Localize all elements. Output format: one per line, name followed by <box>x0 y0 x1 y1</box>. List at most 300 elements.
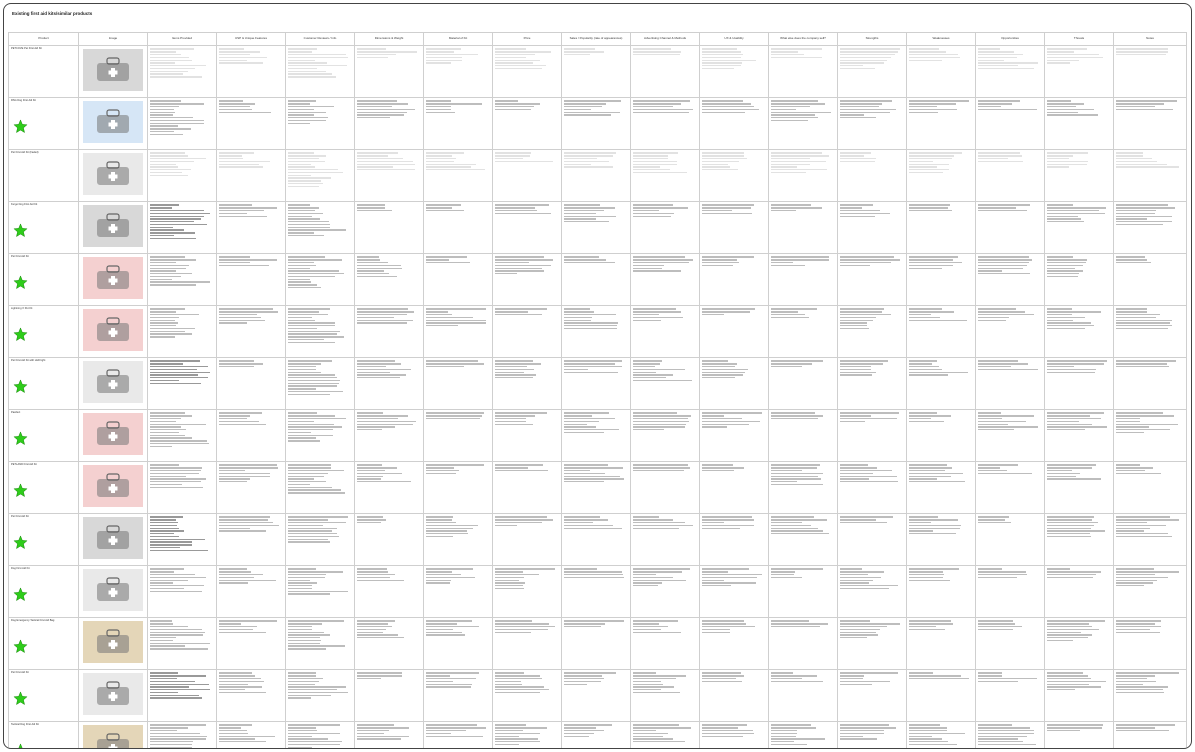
cell-text <box>288 412 352 441</box>
cell-text <box>1047 152 1111 167</box>
cell-text <box>150 724 214 749</box>
table-cell <box>976 618 1045 670</box>
cell-text <box>1116 100 1184 110</box>
table-cell <box>493 462 562 514</box>
cell-text <box>771 516 835 534</box>
cell-text <box>564 308 628 329</box>
cell-text <box>771 620 835 627</box>
table-row <box>9 46 1187 98</box>
product-image <box>83 465 143 507</box>
cell-text <box>357 464 421 482</box>
cell-text <box>357 672 421 679</box>
product-cell <box>9 410 79 462</box>
cell-text <box>840 724 904 739</box>
table-cell <box>1045 98 1114 150</box>
table-cell <box>217 202 286 254</box>
table-cell <box>493 202 562 254</box>
image-cell <box>79 722 148 750</box>
table-cell <box>217 514 286 566</box>
cell-text <box>978 48 1042 69</box>
cell-text <box>702 360 766 378</box>
cell-text <box>288 100 352 124</box>
cell-text <box>702 256 766 266</box>
table-cell <box>631 566 700 618</box>
table-cell <box>1114 150 1187 202</box>
cell-text <box>357 256 421 277</box>
cell-text <box>633 412 697 430</box>
cell-text <box>219 308 283 323</box>
table-cell <box>355 202 424 254</box>
cell-text <box>702 412 766 427</box>
table-cell <box>631 46 700 98</box>
product-image <box>83 673 143 715</box>
table-cell <box>976 150 1045 202</box>
cell-text <box>909 724 973 745</box>
table-cell <box>907 202 976 254</box>
table-cell <box>562 150 631 202</box>
cell-text <box>564 204 628 222</box>
column-header: Notes <box>1114 33 1187 46</box>
table-cell <box>1045 722 1114 750</box>
cell-text <box>1047 100 1111 115</box>
table-cell <box>424 150 493 202</box>
table-cell <box>562 202 631 254</box>
header-row <box>9 33 1187 46</box>
table-row <box>9 358 1187 410</box>
product-name[interactable]: Pet First Aid Kit (Faded) <box>11 151 39 154</box>
cell-text <box>840 308 904 329</box>
table-row <box>9 306 1187 358</box>
image-cell <box>79 670 148 722</box>
cell-text <box>219 464 283 482</box>
table-cell <box>700 514 769 566</box>
cell-text <box>771 412 835 419</box>
table-cell <box>1114 618 1187 670</box>
table-cell <box>148 254 217 306</box>
star-icon <box>13 275 28 290</box>
table-cell <box>424 410 493 462</box>
table-cell <box>493 150 562 202</box>
cell-text <box>219 360 283 367</box>
image-cell <box>79 254 148 306</box>
product-cell <box>9 254 79 306</box>
table-cell <box>907 514 976 566</box>
table-cell <box>286 46 355 98</box>
product-image <box>83 257 143 299</box>
table-cell <box>562 514 631 566</box>
image-cell <box>79 462 148 514</box>
table-row <box>9 202 1187 254</box>
cell-text <box>840 100 904 118</box>
cell-text <box>1047 48 1111 63</box>
cell-text <box>909 672 973 679</box>
table-cell <box>976 462 1045 514</box>
cell-text <box>633 724 697 742</box>
table-cell <box>838 670 907 722</box>
table-cell <box>493 566 562 618</box>
table-cell <box>355 46 424 98</box>
cell-text <box>564 152 628 167</box>
table-cell <box>838 46 907 98</box>
cell-text <box>840 568 904 589</box>
cell-text <box>909 256 973 269</box>
cell-text <box>288 724 352 749</box>
table-cell <box>838 150 907 202</box>
cell-text <box>426 48 490 63</box>
product-name[interactable]: Pet First Aid Kit <box>11 515 29 518</box>
table-cell <box>1114 358 1187 410</box>
table-cell <box>286 202 355 254</box>
table-cell <box>148 618 217 670</box>
column-header: Advertising Channel & Methods <box>631 33 700 46</box>
cell-text <box>495 724 559 745</box>
cell-text <box>978 568 1042 578</box>
table-cell <box>1045 410 1114 462</box>
table-cell <box>286 462 355 514</box>
table-cell <box>148 566 217 618</box>
cell-text <box>633 204 697 217</box>
cell-text <box>702 724 766 737</box>
table-cell <box>976 670 1045 722</box>
table-cell <box>424 514 493 566</box>
product-name[interactable]: Lightning X Pet Kit <box>11 307 33 310</box>
table-cell <box>838 358 907 410</box>
table-cell <box>769 98 838 150</box>
cell-text <box>288 204 352 236</box>
table-cell <box>769 514 838 566</box>
cell-text <box>909 412 973 422</box>
table-cell <box>838 254 907 306</box>
product-name[interactable]: RSG Dog First Aid Kit <box>11 99 36 102</box>
table-body <box>9 46 1187 750</box>
table-cell <box>700 410 769 462</box>
cell-text <box>564 620 628 627</box>
table-cell <box>838 462 907 514</box>
cell-text <box>702 568 766 586</box>
table-cell <box>493 46 562 98</box>
star-icon <box>13 327 28 342</box>
table-cell <box>217 150 286 202</box>
table-cell <box>1045 670 1114 722</box>
table-row <box>9 618 1187 670</box>
cell-text <box>1047 516 1111 537</box>
table-cell <box>1114 514 1187 566</box>
table-cell <box>907 410 976 462</box>
table-cell <box>907 150 976 202</box>
cell-text <box>909 100 973 113</box>
cell-text <box>633 152 697 173</box>
cell-text <box>150 568 214 592</box>
table-cell <box>355 462 424 514</box>
cell-text <box>495 620 559 633</box>
cell-text <box>771 152 835 173</box>
cell-text <box>150 464 214 488</box>
cell-text <box>426 152 490 170</box>
table-cell <box>907 254 976 306</box>
table-cell <box>907 306 976 358</box>
product-name[interactable]: Dog First Aid Kit <box>11 567 30 570</box>
table-cell <box>493 670 562 722</box>
cell-text <box>1116 620 1184 633</box>
table-cell <box>217 46 286 98</box>
table-cell <box>838 410 907 462</box>
cell-text <box>357 568 421 581</box>
cell-text <box>978 360 1042 370</box>
cell-text <box>564 568 628 578</box>
table-cell <box>217 566 286 618</box>
table-cell <box>976 514 1045 566</box>
cell-text <box>426 360 490 367</box>
table-cell <box>838 98 907 150</box>
table-cell <box>976 306 1045 358</box>
cell-text <box>840 464 904 482</box>
product-name[interactable]: Pet First Aid Kit <box>11 671 29 674</box>
cell-text <box>1047 256 1111 277</box>
product-name[interactable]: Kurgo Dog First Aid Kit <box>11 203 38 206</box>
cell-text <box>978 620 1042 630</box>
cell-text <box>633 672 697 693</box>
cell-text <box>633 464 697 471</box>
table-cell <box>493 306 562 358</box>
cell-text <box>495 48 559 69</box>
cell-text <box>633 360 697 381</box>
cell-text <box>564 360 628 373</box>
table-cell <box>355 722 424 750</box>
page-title: Existing first aid kits/similar products <box>12 11 93 16</box>
cell-text <box>702 620 766 633</box>
cell-text <box>564 256 628 263</box>
table-row <box>9 566 1187 618</box>
table-cell <box>424 306 493 358</box>
product-image <box>83 49 143 91</box>
product-name[interactable]: PETCOVE Pet First Aid Kit <box>11 47 42 50</box>
table-cell <box>769 46 838 98</box>
cell-text <box>633 308 697 321</box>
table-cell <box>1045 306 1114 358</box>
star-icon <box>13 223 28 238</box>
cell-text <box>219 256 283 266</box>
table-cell <box>631 98 700 150</box>
cell-text <box>840 152 904 162</box>
cell-text <box>288 620 352 649</box>
product-cell <box>9 306 79 358</box>
table-cell <box>1045 254 1114 306</box>
cell-text <box>909 152 973 173</box>
table-cell <box>424 254 493 306</box>
image-cell <box>79 410 148 462</box>
table-cell <box>1114 462 1187 514</box>
cell-text <box>1116 360 1184 367</box>
table-cell <box>700 202 769 254</box>
cell-text <box>495 464 559 471</box>
cell-text <box>1116 568 1184 586</box>
table-cell <box>631 514 700 566</box>
cell-text <box>288 360 352 395</box>
product-name[interactable]: Pawfect <box>11 411 21 414</box>
product-name[interactable]: Pet First Aid Kit with LED light <box>11 359 46 362</box>
table-cell <box>217 306 286 358</box>
table-cell <box>286 306 355 358</box>
table-cell <box>493 722 562 750</box>
cell-text <box>1116 672 1184 693</box>
table-cell <box>562 722 631 750</box>
table-cell <box>976 98 1045 150</box>
competitor-table <box>8 32 1187 749</box>
column-header: Strengths <box>838 33 907 46</box>
table-cell <box>217 98 286 150</box>
table-cell <box>286 410 355 462</box>
table-cell <box>148 722 217 750</box>
cell-text <box>150 360 214 384</box>
table-cell <box>769 202 838 254</box>
table-cell <box>838 306 907 358</box>
cell-text <box>288 464 352 493</box>
cell-text <box>702 152 766 170</box>
product-image <box>83 153 143 195</box>
cell-text <box>978 412 1042 430</box>
table-cell <box>1045 150 1114 202</box>
star-icon <box>13 587 28 602</box>
cell-text <box>771 100 835 121</box>
cell-text <box>909 48 973 61</box>
table-cell <box>976 202 1045 254</box>
cell-text <box>633 48 697 55</box>
cell-text <box>840 360 904 375</box>
table-cell <box>769 254 838 306</box>
image-cell <box>79 202 148 254</box>
cell-text <box>219 568 283 583</box>
table-cell <box>769 722 838 750</box>
table-cell <box>148 358 217 410</box>
table-cell <box>217 722 286 750</box>
cell-text <box>1047 412 1111 430</box>
cell-text <box>426 620 490 635</box>
table-row <box>9 514 1187 566</box>
cell-text <box>909 516 973 534</box>
image-cell <box>79 358 148 410</box>
table-cell <box>1114 722 1187 750</box>
table-cell <box>1045 514 1114 566</box>
table-cell <box>562 358 631 410</box>
cell-text <box>1047 620 1111 641</box>
product-name[interactable]: Dog Emergency Tactical First Aid Bag <box>11 619 55 622</box>
table-cell <box>286 98 355 150</box>
cell-text <box>978 204 1042 211</box>
cell-text <box>426 204 490 211</box>
table-cell <box>631 722 700 750</box>
table-cell <box>838 514 907 566</box>
table-cell <box>286 566 355 618</box>
cell-text <box>978 152 1042 162</box>
table-cell <box>493 254 562 306</box>
column-header: Weaknesses <box>907 33 976 46</box>
cell-text <box>840 204 904 217</box>
cell-text <box>633 100 697 113</box>
star-icon <box>13 483 28 498</box>
cell-text <box>150 308 214 337</box>
table-cell <box>355 670 424 722</box>
column-header: Material of Kit <box>424 33 493 46</box>
product-image <box>83 361 143 403</box>
table-cell <box>424 98 493 150</box>
table-cell <box>700 150 769 202</box>
table-cell <box>631 202 700 254</box>
table-cell <box>1114 98 1187 150</box>
table-cell <box>838 566 907 618</box>
product-name[interactable]: PETLAND First Aid Kit <box>11 463 37 466</box>
cell-text <box>357 724 421 739</box>
star-icon <box>13 691 28 706</box>
table-row <box>9 722 1187 750</box>
table-cell <box>838 618 907 670</box>
table-cell <box>562 410 631 462</box>
cell-text <box>978 464 1042 474</box>
column-header: Product <box>9 33 79 46</box>
table-cell <box>562 670 631 722</box>
table-cell <box>148 150 217 202</box>
table-cell <box>148 98 217 150</box>
cell-text <box>357 516 421 523</box>
product-name[interactable]: Tactical Dog First Aid Kit <box>11 723 39 726</box>
product-cell <box>9 98 79 150</box>
table-cell <box>769 358 838 410</box>
table-cell <box>1114 670 1187 722</box>
cell-text <box>702 100 766 113</box>
table-cell <box>1114 46 1187 98</box>
cell-text <box>150 100 214 135</box>
cell-text <box>357 100 421 118</box>
table-cell <box>631 254 700 306</box>
table-cell <box>700 98 769 150</box>
cell-text <box>771 204 835 211</box>
table-cell <box>1045 618 1114 670</box>
cell-text <box>771 724 835 745</box>
table-cell <box>1045 462 1114 514</box>
table-cell <box>631 410 700 462</box>
cell-text <box>219 100 283 113</box>
cell-text <box>564 412 628 433</box>
table-cell <box>355 566 424 618</box>
cell-text <box>564 100 628 115</box>
product-cell <box>9 618 79 670</box>
table-cell <box>631 306 700 358</box>
table-cell <box>700 306 769 358</box>
cell-text <box>1047 464 1111 479</box>
table-cell <box>700 462 769 514</box>
column-header: Price <box>493 33 562 46</box>
cell-text <box>909 308 973 321</box>
table-cell <box>355 254 424 306</box>
product-image <box>83 517 143 559</box>
table-cell <box>907 566 976 618</box>
table-cell <box>217 670 286 722</box>
star-icon <box>13 535 28 550</box>
cell-text <box>633 620 697 633</box>
product-name[interactable]: Pet First Aid Kit <box>11 255 29 258</box>
cell-text <box>495 360 559 378</box>
table-cell <box>217 358 286 410</box>
table-cell <box>631 618 700 670</box>
cell-text <box>978 672 1042 682</box>
table-cell <box>148 202 217 254</box>
cell-text <box>840 516 904 523</box>
table-cell <box>700 566 769 618</box>
cell-text <box>564 48 628 55</box>
cell-text <box>840 412 904 422</box>
cell-text <box>1047 360 1111 373</box>
table-cell <box>355 410 424 462</box>
table-cell <box>286 514 355 566</box>
